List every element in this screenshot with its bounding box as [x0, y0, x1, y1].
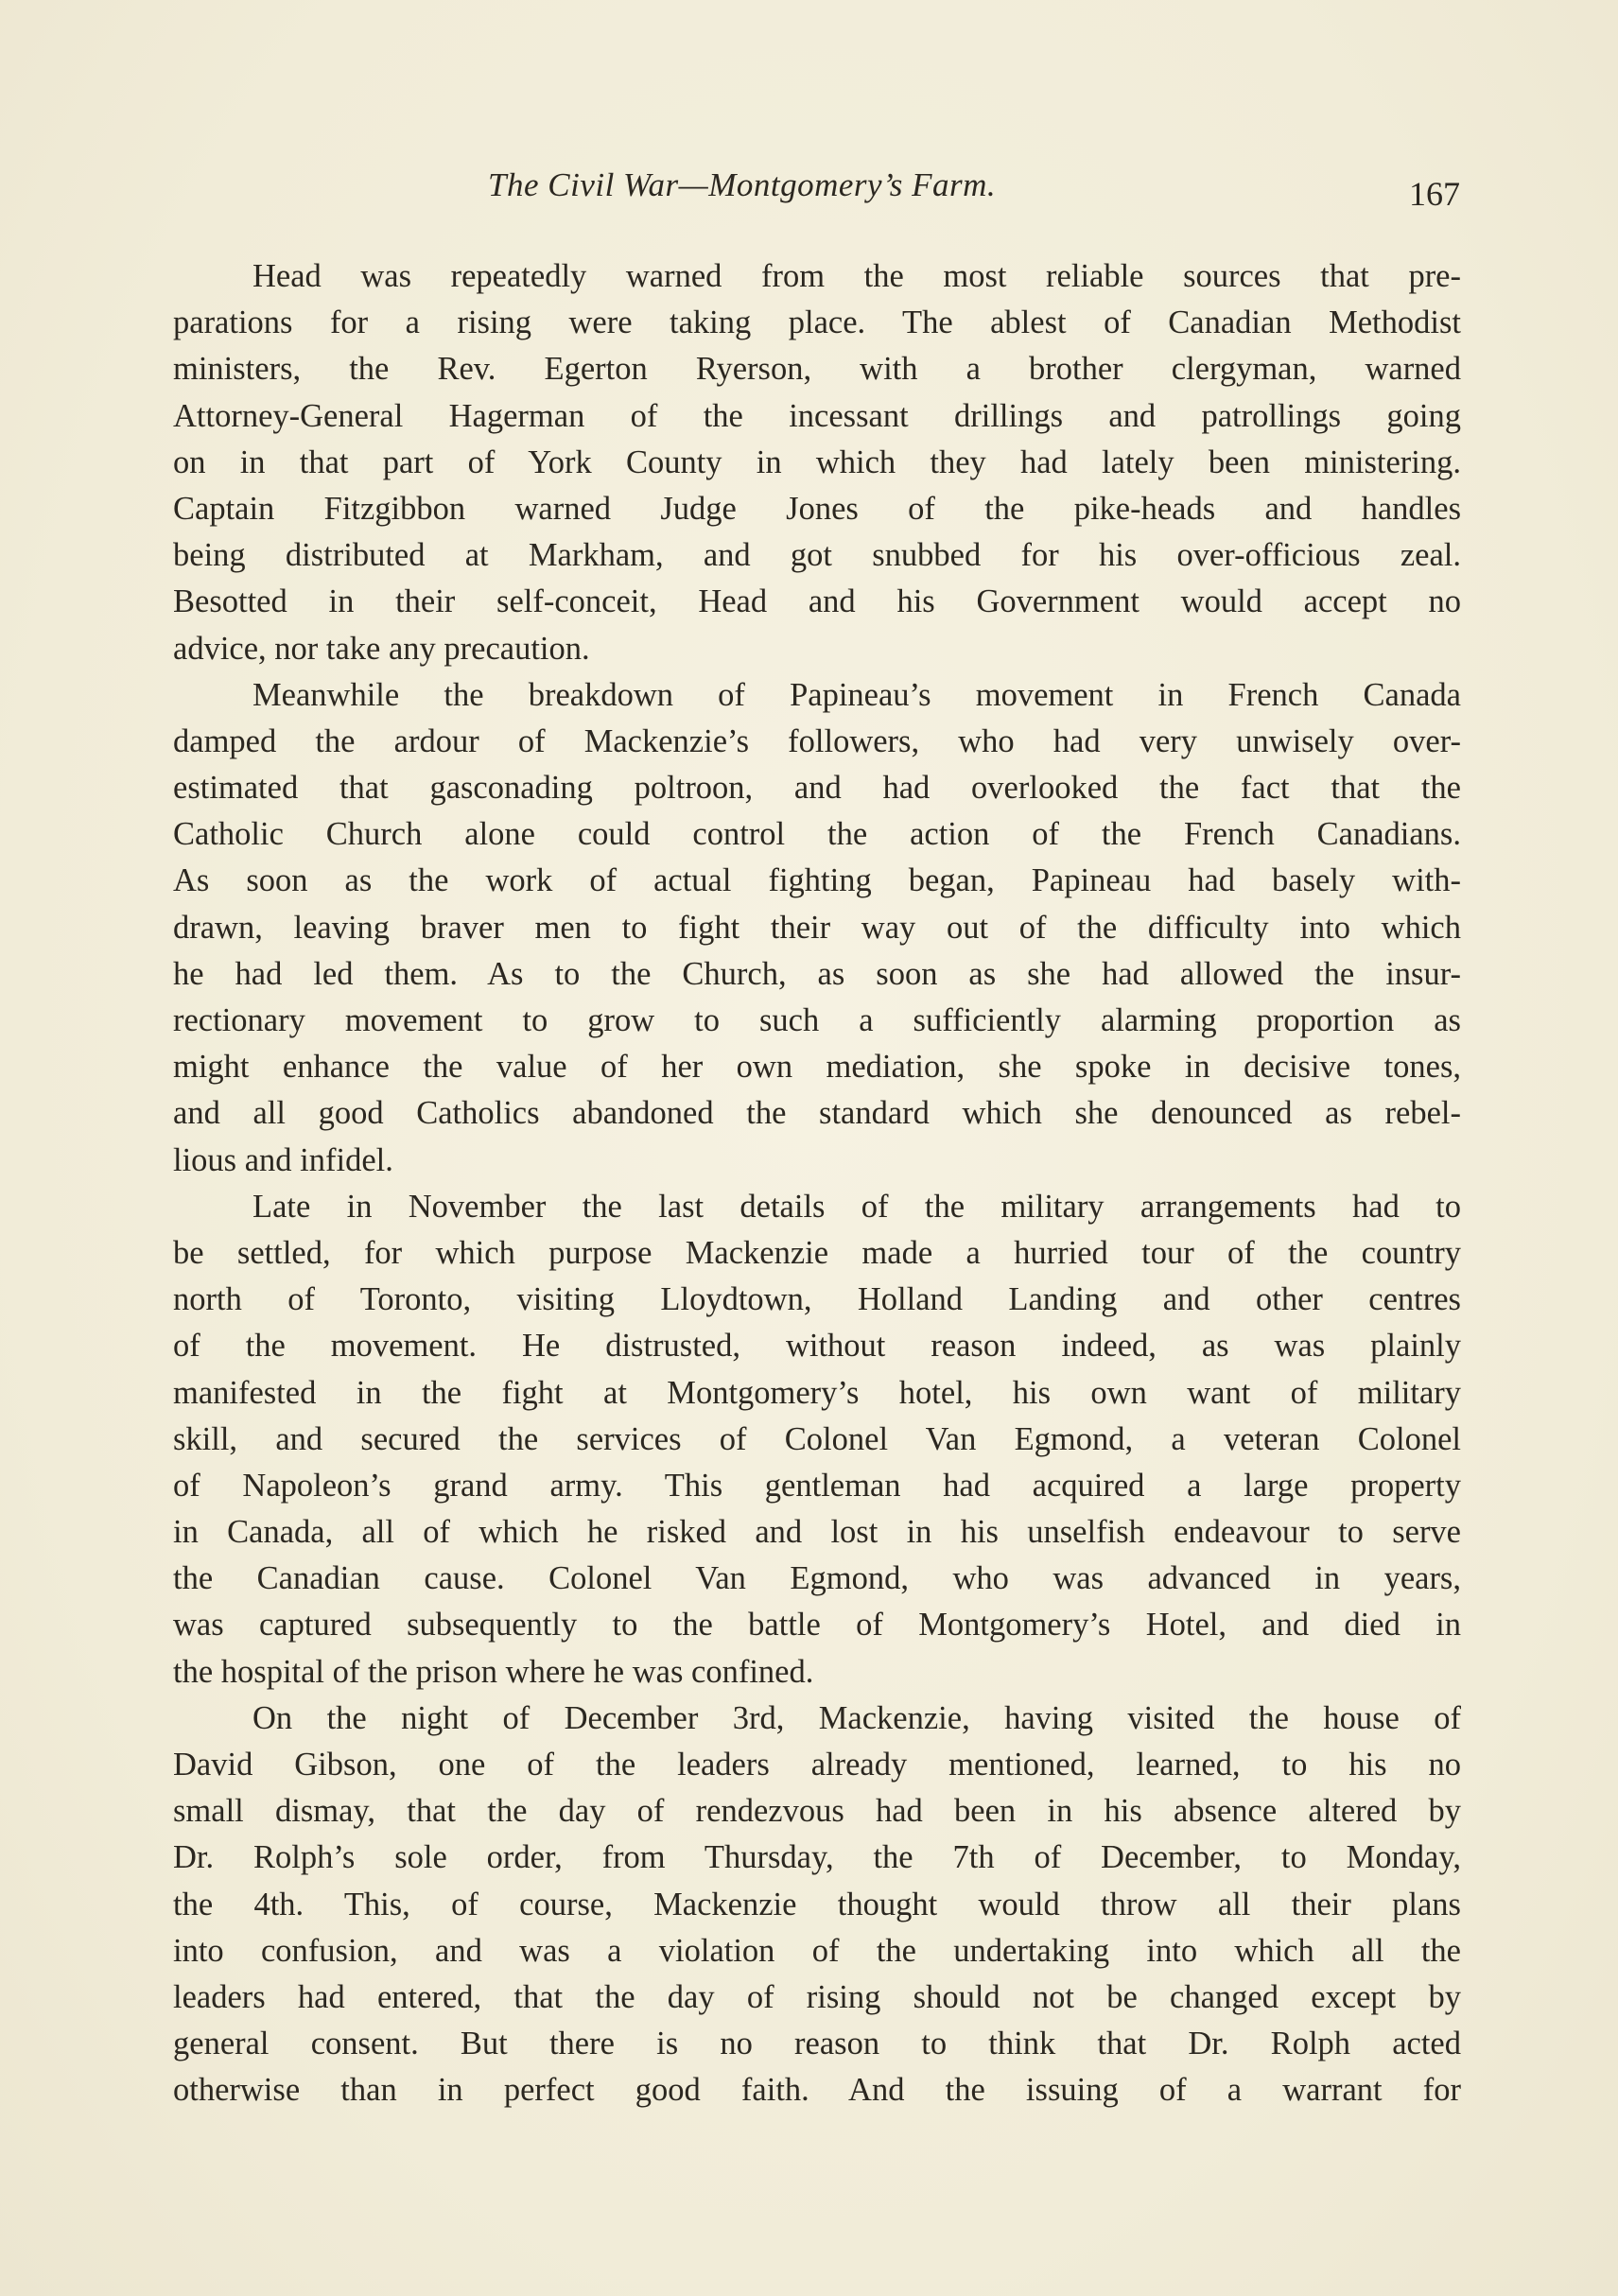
text-line: being distributed at Markham, and got snubbed for his over-officious zeal. [173, 537, 1461, 574]
text-line: Meanwhile the breakdown of Papineau’s movement in French Canada [252, 676, 1461, 713]
text-line: into confusion, and was a violation of the undertaking into which all the [173, 1932, 1461, 1969]
paragraph [173, 672, 1461, 1184]
paragraph [173, 1184, 1461, 1696]
text-line: advice, nor take any precaution. [173, 630, 590, 667]
text-line: lious and infidel. [173, 1141, 393, 1178]
text-line: estimated that gasconading poltroon, and had overlooked the fact that the [173, 770, 1461, 807]
text-line: drawn, leaving braver men to fight their way out of the difficulty into which [173, 909, 1461, 946]
text-line: the hospital of the prison where he was confined. [173, 1653, 814, 1690]
text-line: Late in November the last details of the military arrangements had to [252, 1188, 1461, 1225]
text-line: in Canada, all of which he risked and lost in his unselfish endeavour to serve [173, 1514, 1461, 1551]
text-line: of the movement. He distrusted, without reason indeed, as was plainly [173, 1328, 1461, 1365]
text-line: manifested in the fight at Montgomery’s hotel, his own want of military [173, 1374, 1461, 1411]
text-line: parations for a rising were taking place. The ablest of Canadian Methodist [173, 304, 1461, 341]
text-line: ministers, the Rev. Egerton Ryerson, with a brother clergyman, warned [173, 351, 1461, 388]
page-number: 167 [1409, 175, 1460, 213]
text-line: of Napoleon’s grand army. This gentleman had acquired a large property [173, 1467, 1461, 1504]
text-line: be settled, for which purpose Mackenzie made a hurried tour of the country [173, 1234, 1461, 1271]
text-line: the Canadian cause. Colonel Van Egmond, who was advanced in years, [173, 1560, 1461, 1597]
text-line: skill, and secured the services of Colonel Van Egmond, a veteran Colonel [173, 1420, 1461, 1457]
running-head [0, 166, 1618, 214]
text-line: damped the ardour of Mackenzie’s followers, who had very unwisely over- [173, 722, 1461, 759]
body-text [173, 253, 1461, 2114]
text-line: the 4th. This, of course, Mackenzie thought would throw all their plans [173, 1886, 1461, 1922]
text-line: Catholic Church alone could control the action of the French Canadians. [173, 816, 1461, 853]
chapter-title: The Civil War—Montgomery’s Farm. [488, 166, 997, 203]
text-line: Besotted in their self-conceit, Head and his Government would accept no [173, 583, 1461, 620]
text-line: might enhance the value of her own mediation, she spoke in decisive tones, [173, 1049, 1461, 1086]
text-line: north of Toronto, visiting Lloydtown, Holland Landing and other centres [173, 1281, 1461, 1318]
text-line: rectionary movement to grow to such a sufficiently alarming proportion as [173, 1002, 1461, 1038]
text-line: Dr. Rolph’s sole order, from Thursday, the 7th of December, to Monday, [173, 1839, 1461, 1876]
text-line: was captured subsequently to the battle of Montgomery’s Hotel, and died in [173, 1607, 1461, 1644]
text-line: Head was repeatedly warned from the most reliable sources that pre- [252, 258, 1461, 294]
paragraph [173, 253, 1461, 672]
text-line: On the night of December 3rd, Mackenzie, having visited the house of [252, 1699, 1461, 1736]
text-line: David Gibson, one of the leaders already mentioned, learned, to his no [173, 1747, 1461, 1783]
text-line: As soon as the work of actual fighting began, Papineau had basely with- [173, 862, 1461, 899]
text-line: on in that part of York County in which they had lately been ministering. [173, 444, 1461, 480]
text-line: he had led them. As to the Church, as soon as she had allowed the insur- [173, 955, 1461, 992]
text-line: Captain Fitzgibbon warned Judge Jones of the pike-heads and handles [173, 490, 1461, 527]
text-line: general consent. But there is no reason to think that Dr. Rolph acted [173, 2026, 1461, 2062]
paragraph [173, 1696, 1461, 2114]
text-line: and all good Catholics abandoned the standard which she denounced as rebel- [173, 1095, 1461, 1132]
text-line: leaders had entered, that the day of rising should not be changed except by [173, 1978, 1461, 2015]
text-line: small dismay, that the day of rendezvous had been in his absence altered by [173, 1793, 1461, 1830]
text-line: Attorney-General Hagerman of the incessant drillings and patrollings going [173, 397, 1461, 434]
text-line: otherwise than in perfect good faith. And the issuing of a warrant for [173, 2072, 1461, 2109]
